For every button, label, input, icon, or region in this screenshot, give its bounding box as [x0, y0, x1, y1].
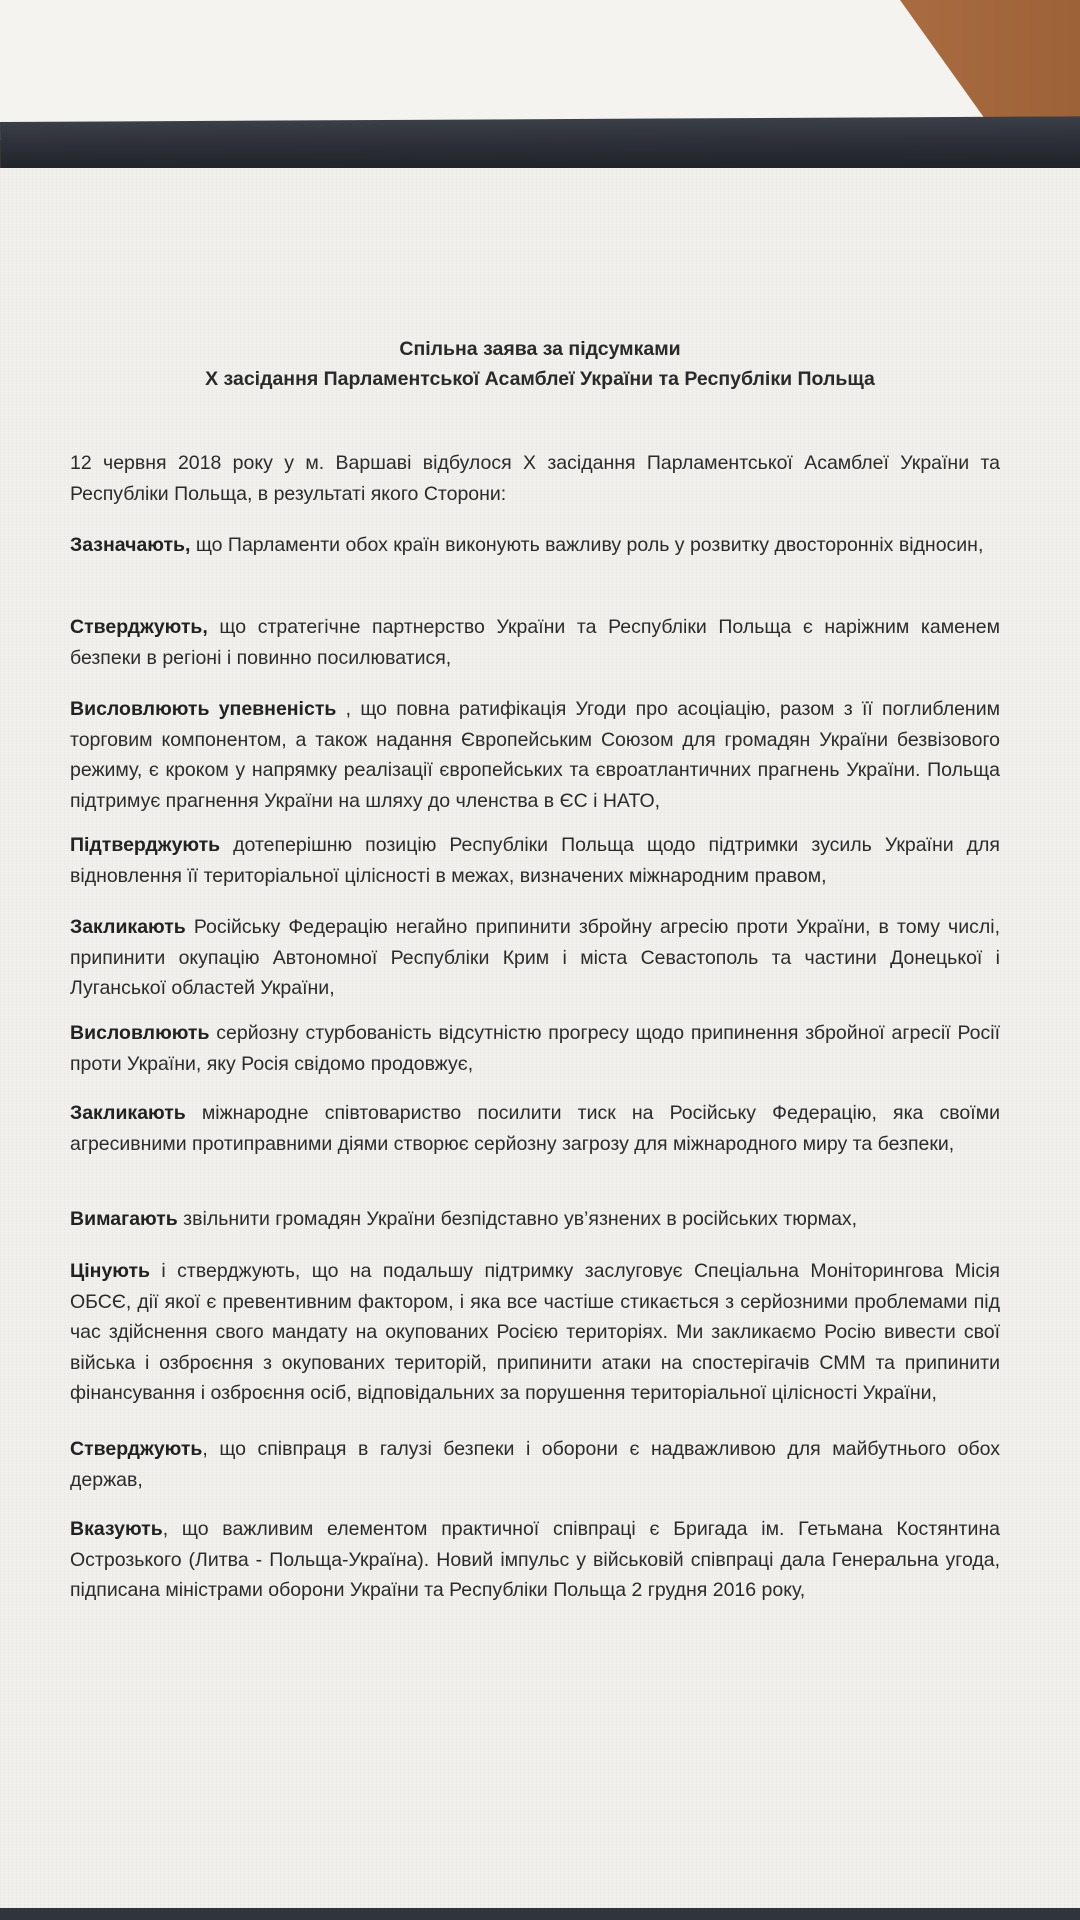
paragraph-brigade	[70, 1514, 1000, 1606]
paragraph-lead: Вказують	[70, 1518, 163, 1540]
document-title-line-2: Х засідання Парламентської Асамблеї України та Республіки Польща	[205, 368, 875, 390]
paragraph-text: і стверджують, що на подальшу підтримку заслуговує Спеціальна Моніторингова Місія ОБСЄ, дії якої є превентивним фактором, і яка все частіше стикається з серйозними проблемами під час здійснення свого мандату на окупованих Росією територіях. Ми закликаємо Росію вивести свої війська і озброєння з окупованих територій, припинити атаки на спостерігачів СММ та припинити фінансування і озброєння осіб, відповідальних за порушення територіальної цілісності України,	[70, 1260, 1000, 1404]
paragraph-note	[70, 530, 1000, 561]
paragraph-lead: Висловлюють	[70, 1022, 210, 1044]
paragraph-partnership	[70, 612, 1000, 673]
paragraph-text: що Парламенти обох країн виконують важливу роль у розвитку двосторонніх відносин,	[190, 534, 984, 556]
paragraph-call-russia	[70, 912, 1000, 1004]
folder-edge	[0, 116, 1080, 174]
paragraph-international-pressure	[70, 1098, 1000, 1159]
paragraph-lead: Стверджують	[70, 1438, 203, 1460]
paragraph-concern	[70, 1018, 1000, 1079]
paragraph-text: Російську Федерацію негайно припинити збройну агресію проти України, в тому числі, припинити окупацію Автономної Республіки Крим і міста Севастополь та частини Донецької і Луганської областей України,	[70, 916, 1000, 999]
paragraph-lead: Підтверджують	[70, 834, 221, 856]
paragraph-text: , що співпраця в галузі безпеки і оборони є надважливою для майбутнього обох держав,	[70, 1438, 1000, 1491]
paragraph-lead: Стверджують,	[70, 616, 208, 638]
paragraph-osce-mission	[70, 1256, 1000, 1409]
paragraph-lead: Цінують	[70, 1260, 150, 1282]
paragraph-lead: Зазначають,	[70, 534, 191, 556]
paragraph-text: , що важливим елементом практичної співпраці є Бригада ім. Гетьмана Костянтина Острозького (Литва - Польща-Україна). Новий імпульс у військовій співпраці дала Генеральна угода, підписана міністрами оборони України та Республіки Польща 2 грудня 2016 року,	[70, 1518, 1000, 1601]
paragraph-defense-cooperation	[70, 1434, 1000, 1495]
paragraph-lead: Закликають	[70, 916, 186, 938]
document-title-line-1: Спільна заява за підсумками	[399, 338, 681, 360]
paragraph-text: міжнародне співтовариство посилити тиск на Російську Федерацію, яка своїми агресивними протиправними діями створює серйозну загрозу для міжнародного миру та безпеки,	[70, 1102, 1000, 1155]
paragraph-release-citizens	[70, 1204, 1000, 1235]
paragraph-text: дотеперішню позицію Республіки Польща щодо підтримки зусиль України для відновлення її територіальної цілісності в межах, визначених міжнародним правом,	[70, 834, 1000, 887]
paragraph-text: звільнити громадян України безпідставно ув’язнених в російських тюрмах,	[177, 1208, 858, 1230]
paragraph-intro	[70, 448, 1000, 509]
paragraph-territorial-integrity	[70, 830, 1000, 891]
paragraph-text: що стратегічне партнерство України та Республіки Польща є наріжним каменем безпеки в регіоні і повинно посилюватися,	[70, 616, 1000, 669]
folder-bottom-edge	[0, 1908, 1080, 1920]
paragraph-text: серйозну стурбованість відсутністю прогресу щодо припинення збройної агресії Росії проти України, яку Росія свідомо продовжує,	[70, 1022, 1000, 1075]
paragraph-lead: Висловлюють упевненість	[70, 698, 337, 720]
paragraph-lead: Вимагають	[70, 1208, 178, 1230]
paragraph-association	[70, 694, 1000, 816]
paragraph-text: , що повна ратифікація Угоди про асоціацію, разом з її поглибленим торговим компонентом, а також надання Європейським Союзом для громадян України безвізового режиму, є кроком у напрямку реалізації європейських та євроатлантичних прагнень України. Польща підтримує прагнення України на шляху до членства в ЄС і НАТО,	[70, 698, 1001, 812]
paragraph-text: 12 червня 2018 року у м. Варшаві відбулося Х засідання Парламентської Асамблеї України та Республіки Польща, в результаті якого Сторони:	[70, 452, 1000, 505]
paragraph-lead: Закликають	[70, 1102, 186, 1124]
